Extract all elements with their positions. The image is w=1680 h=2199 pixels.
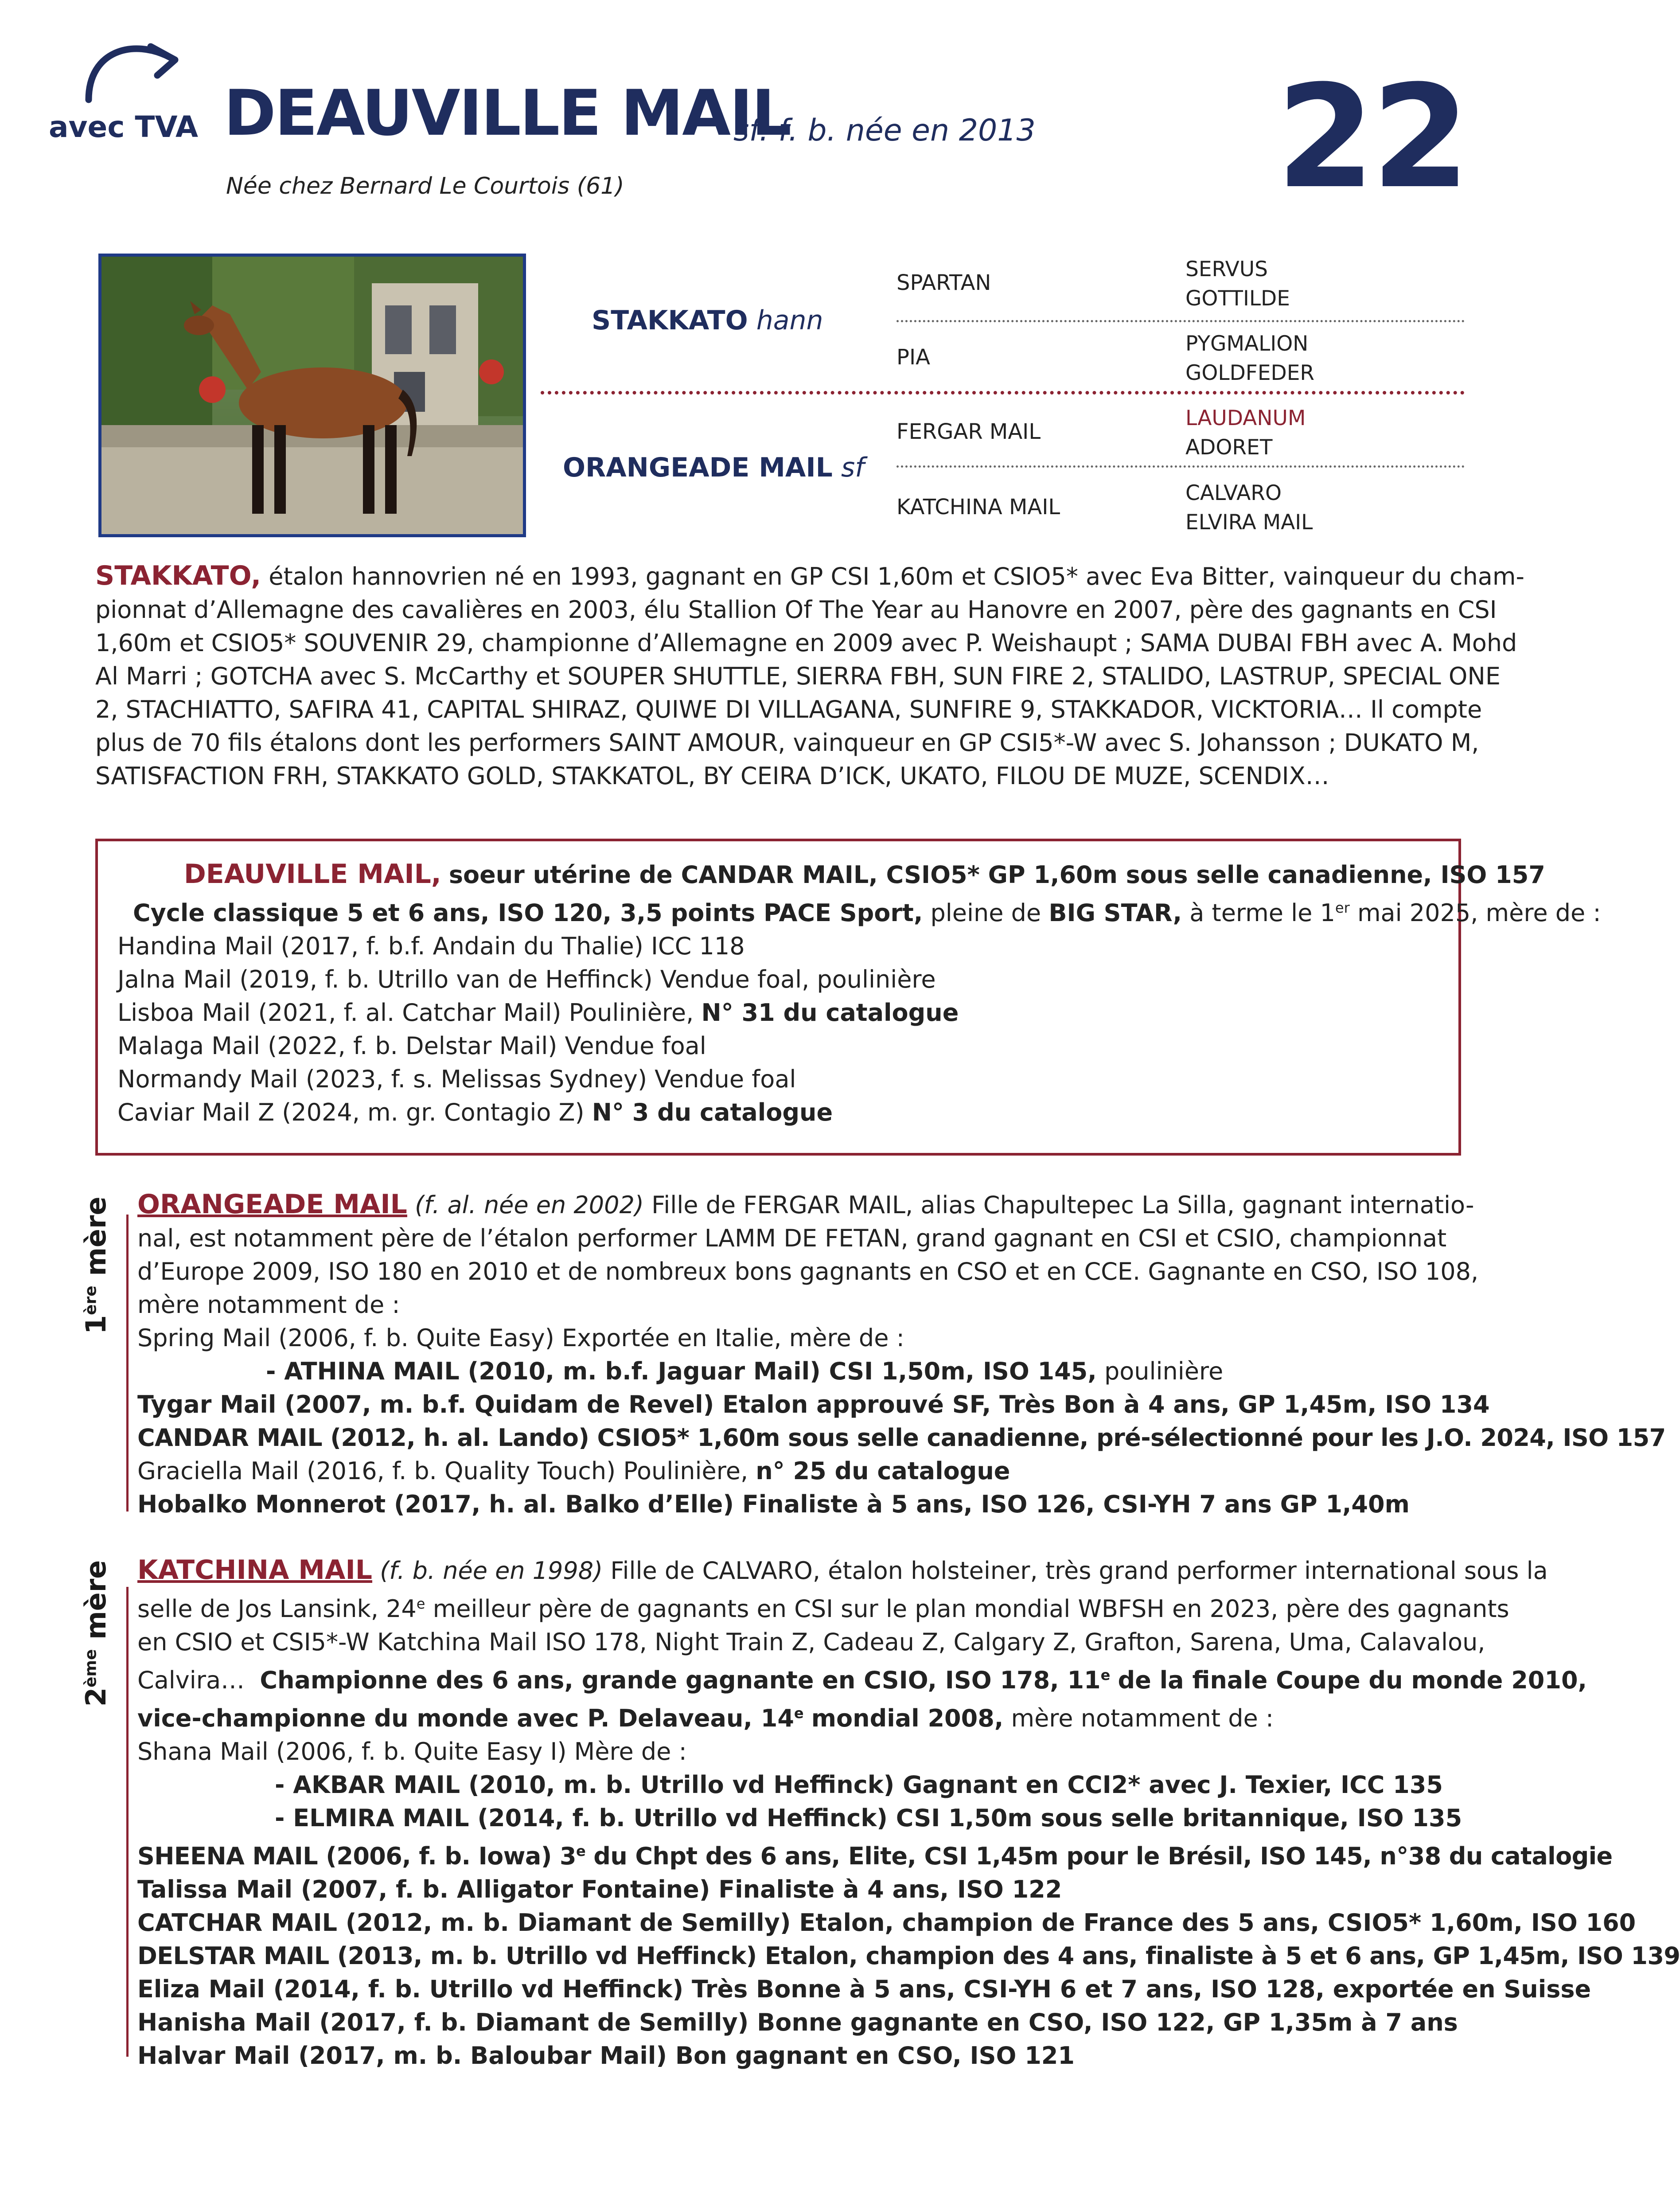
pedigree-grandparent: PYGMALION: [1185, 332, 1309, 356]
tva-label: avec TVA: [49, 110, 199, 144]
pedigree-grandparent: GOLDFEDER: [1185, 361, 1315, 385]
horse-photo-illustration: [101, 257, 523, 534]
sire-description: STAKKATO, étalon hannovrien né en 1993, gagnant en GP CSI 1,60m et CSIO5* avec Eva Bitter, vainqueur du cham- pionnat d’Allemagne des cavalières en 2003, élu Stallion Of The Year au Hanovre en 2007, père des gagnants en CSI 1,60m et CSIO5* SOUVENIR 29, championne d’Allemagne en 2009 avec P. Weishaupt ; SAMA DUBAI FBH avec A. Mohd Al Marri ; GOTCHA avec S. McCarthy et SOUPER SHUTTLE, SIERRA FBH, SUN FIRE 2, STALIDO, LASTRUP, SPECIAL ONE 2, STACHIATTO, SAFIRA 41, CAPITAL SHIRAZ, QUIWE DI VILLAGANA, SUNFIRE 9, STAKKADOR, VICKTORIA… Il compte plus de 70 fils étalons dont les performers SAINT AMOUR, vainqueur en GP CSI5*-W avec S. Johansson ; DUKATO M, SATISFACTION FRH, STAKKATO GOLD, STAKKATOL, BY CEIRA D’ICK, UKATO, FILOU DE MUZE, SCENDIX…: [95, 560, 1524, 790]
pedigree-divider: [897, 465, 1465, 468]
sire-name: STAKKATO,: [95, 560, 261, 591]
first-dam-marker-line: [126, 1215, 129, 1512]
first-dam-name: ORANGEADE MAIL: [137, 1189, 407, 1220]
produce-item: Malaga Mail (2022, f. b. Delstar Mail) Vendue foal: [117, 1032, 706, 1060]
pedigree-parent: SPARTAN: [897, 270, 991, 295]
pedigree-grandparent: ELVIRA MAIL: [1185, 510, 1313, 535]
produce-item: Jalna Mail (2019, f. b. Utrillo van de Heffinck) Vendue foal, poulinière: [117, 965, 936, 993]
second-dam-marker-line: [126, 1587, 129, 2057]
pedigree-parent: FERGAR MAIL: [897, 419, 1041, 444]
pedigree-parent: PIA: [897, 345, 930, 370]
pedigree-divider: [897, 320, 1465, 322]
second-dam-section: KATCHINA MAIL (f. b. née en 1998) Fille de CALVARO, étalon holsteiner, très grand performer international sous la selle de Jos Lansink, 24e meilleur père de gagnants en CSI sur le plan mondial WBFSH en 2023, père des gagnants en CSIO et CSI5*-W Katchina Mail ISO 178, Night Train Z, Cadeau Z, Calgary Z, Grafton, Sarena, Uma, Calavalou, Calvira… Championne des 6 ans, grande gagnante en CSIO, ISO 178, 11e de la finale Coupe du monde 2010, vice-championne du monde avec P. Delaveau, 14e mondial 2008, mère notamment de : Shana Mail (2006, f. b. Quite Easy I) Mère de : - AKBAR MAIL (2010, m. b. Utrillo vd Heffinck) Gagnant en CCI2* avec J. Texier, ICC 135 - ELMIRA MAIL (2014, f. b. Utrillo vd Heffinck) CSI 1,50m sous selle britannique, ISO 135 SHEENA MAIL (2006, f. b. Iowa) 3e du Chpt des 6 ans, Elite, CSI 1,45m pour le Brésil, ISO 145, n°38 du catalogie Talissa Mail (2007, f. b. Alligator Fontaine) Finaliste à 4 ans, ISO 122 CATCHAR MAIL (2012, m. b. Diamant de Semilly) Etalon, champion de France des 5 ans, CSIO5* 1,60m, ISO 160 DELSTAR MAIL (2013, m. b. Utrillo vd Heffinck) Etalon, champion des 4 ans, finaliste à 5 et 6 ans, GP 1,45m, ISO 139 Eliza Mail (2014, f. b. Utrillo vd Heffinck) Très Bonne à 5 ans, CSI-YH 6 et 7 ans, ISO 128, exportée en Suisse Hanisha Mail (2017, f. b. Diamant de Semilly) Bonne gagnante en CSO, ISO 122, GP 1,35m à 7 ans Halvar Mail (2017, m. b. Baloubar Mail) Bon gagnant en CSO, ISO 121: [137, 1555, 1680, 2070]
curved-arrow-icon: [80, 33, 191, 117]
pedigree-dam: ORANGEADE MAIL sf: [563, 452, 865, 483]
pedigree-divider-main: [541, 391, 1465, 394]
box-horse-name: DEAUVILLE MAIL,: [184, 859, 441, 890]
pedigree-grandparent: LAUDANUM: [1185, 406, 1306, 430]
produce-item: Caviar Mail Z (2024, m. gr. Contagio Z) N° 3 du catalogue: [117, 1098, 833, 1126]
pedigree-parent: KATCHINA MAIL: [897, 495, 1060, 519]
produce-item: Normandy Mail (2023, f. s. Melissas Sydney) Vendue foal: [117, 1065, 796, 1093]
first-dam-section: ORANGEADE MAIL (f. al. née en 2002) Fille de FERGAR MAIL, alias Chapultepec La Silla, gagnant internatio- nal, est notamment père de l’étalon performer LAMM DE FETAN, grand gagnant en CSI et CSIO, championnat d’Europe 2009, ISO 180 en 2010 et de nombreux bons gagnants en CSO et en CCE. Gagnante en CSO, ISO 108, mère notamment de : Spring Mail (2006, f. b. Quite Easy) Exportée en Italie, mère de : - ATHINA MAIL (2010, m. b.f. Jaguar Mail) CSI 1,50m, ISO 145, poulinière Tygar Mail (2007, m. b.f. Quidam de Revel) Etalon approuvé SF, Très Bon à 4 ans, GP 1,45m, ISO 134 CANDAR MAIL (2012, h. al. Lando) CSIO5* 1,60m sous selle canadienne, pré-sélectionné pour les J.O. 2024, ISO 157 Graciella Mail (2016, f. b. Quality Touch) Poulinière, n° 25 du catalogue Hobalko Monnerot (2017, h. al. Balko d’Elle) Finaliste à 5 ans, ISO 126, CSI-YH 7 ans GP 1,40m: [137, 1189, 1666, 1518]
breeder-line: Née chez Bernard Le Courtois (61): [226, 173, 624, 199]
second-dam-side-label: 2ème mère: [80, 1560, 112, 1707]
second-dam-name: KATCHINA MAIL: [137, 1555, 373, 1586]
produce-box-content: DEAUVILLE MAIL, soeur utérine de CANDAR MAIL, CSIO5* GP 1,60m sous selle canadienne, ISO 157 Cycle classique 5 et 6 ans, ISO 120, 3,5 points PACE Sport, pleine de BIG STAR, à terme le 1er mai 2025, mère de : Handina Mail (2017, f. b.f. Andain du Thalie) ICC 118 Jalna Mail (2019, f. b. Utrillo van de Heffinck) Vendue foal, poulinière Lisboa Mail (2021, f. al. Catchar Mail) Poulinière, N° 31 du catalogue Malaga Mail (2022, f. b. Delstar Mail) Vendue foal Normandy Mail (2023, f. s. Melissas Sydney) Vendue foal Caviar Mail Z (2024, m. gr. Contagio Z) N° 3 du catalogue: [117, 858, 1447, 1129]
pedigree-grandparent: ADORET: [1185, 435, 1273, 460]
produce-item: Lisboa Mail (2021, f. al. Catchar Mail) Poulinière, N° 31 du catalogue: [117, 999, 959, 1027]
pedigree-grandparent: GOTTILDE: [1185, 286, 1290, 311]
pedigree-grandparent: SERVUS: [1185, 257, 1268, 281]
lot-number: 22: [1276, 55, 1467, 220]
pedigree-grandparent: CALVARO: [1185, 481, 1282, 505]
horse-description: sf. f. b. née en 2013: [733, 113, 1036, 148]
horse-name: DEAUVILLE MAIL: [224, 77, 791, 150]
first-dam-side-label: 1ère mère: [80, 1196, 112, 1334]
produce-item: Handina Mail (2017, f. b.f. Andain du Thalie) ICC 118: [117, 932, 745, 960]
pedigree-sire: STAKKATO hann: [592, 305, 823, 336]
horse-photo: [98, 254, 526, 537]
